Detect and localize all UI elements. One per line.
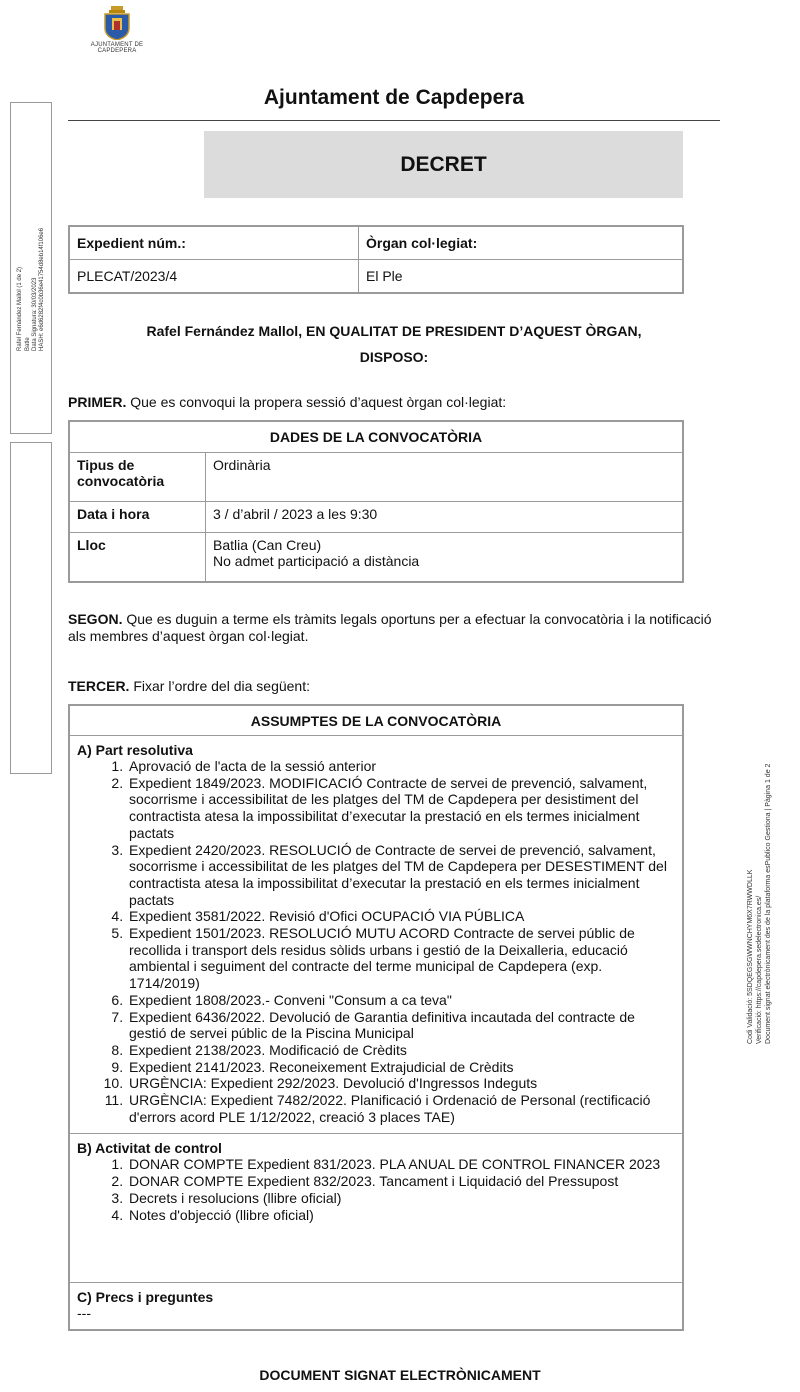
- expedient-table: [68, 225, 684, 294]
- place-line-1: Batlia (Can Creu): [213, 537, 322, 553]
- assumptes-table: [68, 704, 684, 1331]
- agenda-item: 10. URGÈNCIA: Expedient 292/2023. Devolució d'Ingressos Indeguts: [127, 1075, 675, 1092]
- stamp-role: Batle: [25, 337, 31, 351]
- header-divider: [68, 120, 720, 121]
- segon-text: Que es duguin a terme els tràmits legals oportuns per a efectuar la convocatòria i la notificació als membres d’aquest òrgan col·legiat.: [68, 611, 712, 644]
- verification-code: Codi Validació: 5SDQEGSGWWNCHYM6X7RWWDLLK: [747, 869, 754, 1044]
- part-b-list: [77, 1156, 675, 1223]
- municipal-logo: [78, 6, 156, 68]
- organ-value: El Ple: [359, 260, 684, 294]
- organization-title: Ajuntament de Capdepera: [263, 86, 525, 109]
- place-line-2: No admet participació a distància: [213, 553, 420, 569]
- signature-stamp-box: [10, 102, 52, 434]
- agenda-item: 7. Expedient 6436/2022. Devolució de Garantia definitiva incautada del contracte de gestió de servei públic de la Piscina Municipal: [127, 1009, 675, 1042]
- part-a-list: [77, 758, 675, 1125]
- verification-url[interactable]: Verificació: https://capdepera.sedelectronica.es/: [756, 895, 763, 1044]
- agenda-item: 1. Aprovació de l'acta de la sessió anterior: [127, 758, 675, 775]
- logo-caption: AJUNTAMENT DE CAPDEPERA: [90, 42, 144, 54]
- row-value: Ordinària: [206, 453, 684, 502]
- agenda-item: 4. Notes d'objecció (llibre oficial): [127, 1207, 675, 1224]
- tercer-paragraph: [68, 678, 720, 695]
- primer-paragraph: [68, 394, 720, 411]
- agenda-item: 2. Expedient 1849/2023. MODIFICACIÓ Contracte de servei de prevenció, salvament, socorrisme i accessibilitat de les platges del TM de Capdepera per desistiment del contractista atesa la impossibilitat d’executar la prestació en els termes inicialment pactats: [127, 775, 675, 842]
- coat-of-arms-icon: [102, 6, 132, 40]
- agenda-item: 8. Expedient 2138/2023. Modificació de Crèdits: [127, 1042, 675, 1059]
- agenda-item: 11. URGÈNCIA: Expedient 7482/2022. Planificació i Ordenació de Personal (rectificació d'errors acord PLE 1/12/2022, creació 3 places TAE): [127, 1092, 675, 1125]
- agenda-item: 3. Decrets i resolucions (llibre oficial): [127, 1190, 675, 1207]
- organ-header: Òrgan col·legiat:: [359, 226, 684, 260]
- part-c-cell: [69, 1283, 683, 1331]
- stamp-date: Data Signatura: 30/03/2023: [32, 277, 38, 351]
- convocatoria-title: DADES DE LA CONVOCATÒRIA: [69, 421, 683, 453]
- row-label: Tipus de convocatòria: [69, 453, 206, 502]
- stamp-hash: HASH: e6d6282f4c0b36e41754d8eb14f106e6: [39, 227, 45, 351]
- stamp-signer: Rafel Fernández Mallol (1 de 2): [17, 266, 23, 351]
- agenda-item: 4. Expedient 3581/2022. Revisió d'Ofici OCUPACIÓ VIA PÚBLICA: [127, 908, 675, 925]
- part-a-title: A) Part resolutiva: [77, 742, 193, 758]
- verification-note: Document signat electrònicament des de la plataforma esPublico Gestiona | Pàgina 1 de 2: [765, 763, 772, 1044]
- part-c-text: ---: [77, 1305, 91, 1322]
- row-label: Data i hora: [69, 502, 206, 533]
- expedient-header: Expedient núm.:: [69, 226, 359, 260]
- tercer-text: Fixar l’ordre del dia següent:: [129, 678, 310, 694]
- agenda-item: 6. Expedient 1808/2023.- Conveni "Consum a ca teva": [127, 992, 675, 1009]
- agenda-item: 1. DONAR COMPTE Expedient 831/2023. PLA ANUAL DE CONTROL FINANCER 2023: [127, 1156, 675, 1173]
- row-label: Lloc: [69, 533, 206, 583]
- convocatoria-table: [68, 420, 684, 583]
- assumptes-title: ASSUMPTES DE LA CONVOCATÒRIA: [69, 705, 683, 736]
- segon-paragraph: [68, 611, 720, 645]
- document-type-banner: [204, 131, 683, 198]
- primer-text: Que es convoqui la propera sessió d’aquest òrgan col·legiat:: [126, 394, 507, 410]
- statement-line-1: Rafel Fernández Mallol, EN QUALITAT DE PRESIDENT D’AQUEST ÒRGAN,: [146, 323, 642, 339]
- part-a-cell: [69, 736, 683, 1134]
- agenda-item: 3. Expedient 2420/2023. RESOLUCIÓ de Contracte de servei de prevenció, salvament, socorrisme i accessibilitat de les platges del TM de Capdepera per DESESTIMENT del contractista atesa la impossibilitat d’executar la prestació en els termes inicialment pactats: [127, 842, 675, 909]
- row-value: 3 / d’abril / 2023 a les 9:30: [206, 502, 684, 533]
- resolution-statement: [68, 318, 720, 370]
- agenda-item: 9. Expedient 2141/2023. Reconeixement Extrajudicial de Crèdits: [127, 1059, 675, 1076]
- statement-line-2: DISPOSO:: [359, 349, 429, 365]
- document-type: DECRET: [400, 152, 487, 176]
- tercer-label: TERCER.: [68, 678, 130, 694]
- agenda-item: 2. DONAR COMPTE Expedient 832/2023. Tancament i Liquidació del Pressupost: [127, 1173, 675, 1190]
- footer-signature-note: DOCUMENT SIGNAT ELECTRÒNICAMENT: [259, 1367, 541, 1383]
- agenda-item: 5. Expedient 1501/2023. RESOLUCIÓ MUTU ACORD Contracte de servei públic de recollida i transport dels residus sòlids urbans i gestió de la Deixalleria, educació ambiental i seguiment del contracte del terme municipal de Capdepera (exp. 1714/2019): [127, 925, 675, 992]
- segon-label: SEGON.: [68, 611, 123, 627]
- signature-stamp-box-empty: [10, 442, 52, 774]
- part-b-title: B) Activitat de control: [77, 1140, 222, 1157]
- row-value: [206, 533, 684, 583]
- part-c-title: C) Precs i preguntes: [77, 1289, 214, 1306]
- part-b-cell: [69, 1134, 683, 1283]
- expedient-value: PLECAT/2023/4: [69, 260, 359, 294]
- primer-label: PRIMER.: [68, 394, 127, 410]
